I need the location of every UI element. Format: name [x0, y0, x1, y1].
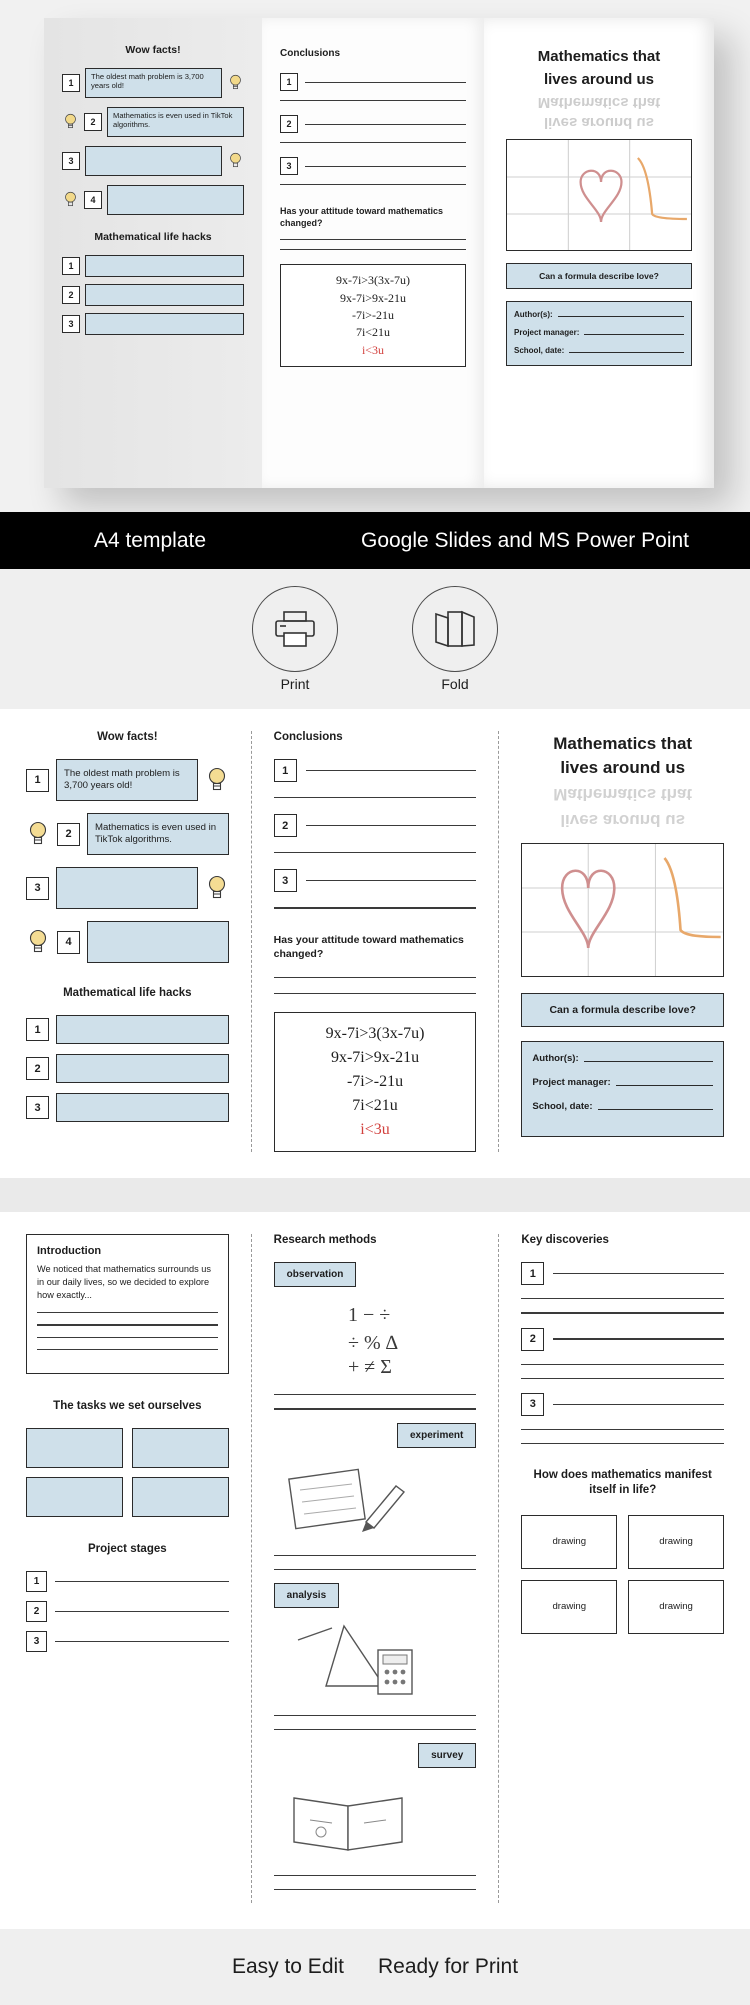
fact-text[interactable]	[87, 921, 229, 963]
cover-title-line-2: lives around us	[560, 758, 686, 778]
hack-row	[26, 1093, 229, 1122]
lightbulb-icon	[227, 150, 244, 172]
write-line[interactable]	[274, 977, 477, 978]
conclusion-number: 2	[280, 115, 298, 133]
cover-title-line-1: Mathematics that	[553, 734, 693, 753]
write-line[interactable]	[274, 993, 477, 994]
spread-panel-key-discoveries	[505, 1234, 740, 1903]
write-line[interactable]	[274, 1875, 477, 1876]
drawing-cell[interactable]: drawing	[521, 1515, 617, 1569]
stage-row	[26, 1631, 229, 1652]
meta-label: Author(s):	[514, 310, 553, 319]
stages-title: Project stages	[88, 1542, 167, 1555]
formula-line: 9x-7i>3(3x-7u)	[335, 273, 411, 288]
fact-text[interactable]: The oldest math problem is 3,700 years old!	[56, 759, 198, 801]
formula-box	[280, 264, 466, 367]
hero-panel-conclusions	[262, 18, 484, 488]
lightbulb-icon	[26, 927, 50, 957]
write-line[interactable]	[37, 1337, 218, 1338]
hack-row	[62, 313, 244, 335]
formula-result: i<3u	[361, 342, 385, 357]
write-line[interactable]	[280, 184, 466, 185]
wow-fact-row	[62, 185, 244, 215]
fact-number: 4	[84, 191, 102, 209]
heart-curve-svg	[522, 844, 723, 976]
write-line[interactable]	[274, 907, 477, 908]
write-line[interactable]	[280, 249, 466, 250]
hero-panel-cover	[484, 18, 714, 488]
format-banner	[0, 512, 750, 569]
wow-fact-row	[62, 68, 244, 98]
spread-panel-cover	[505, 731, 740, 1152]
hack-number: 3	[26, 1096, 49, 1119]
conclusion-row	[274, 814, 477, 837]
formula-line: 9x-7i>9x-21u	[339, 290, 407, 305]
cover-title-line-2: lives around us	[543, 70, 655, 88]
write-line[interactable]	[306, 880, 477, 881]
write-line[interactable]	[521, 1429, 724, 1430]
formula-line: 7i<21u	[355, 325, 391, 340]
footer-print-label: Ready for Print	[378, 1955, 519, 1979]
write-line[interactable]	[274, 852, 477, 853]
banner-format-label: A4 template	[93, 528, 207, 552]
drawings-grid	[521, 1515, 724, 1634]
wow-facts-title: Wow facts!	[125, 44, 181, 56]
wow-facts-title: Wow facts!	[97, 731, 158, 743]
introduction-body[interactable]: We noticed that mathematics surrounds us in our daily lives, so we decided to explore how exactly...	[37, 1264, 211, 1300]
fold-feature	[405, 586, 505, 692]
write-line[interactable]	[521, 1378, 724, 1379]
hack-field[interactable]	[85, 255, 244, 277]
write-line[interactable]	[584, 1061, 713, 1062]
formula-line: 9x-7i>3(3x-7u)	[325, 1025, 425, 1043]
attitude-question: Has your attitude toward mathematics changed?	[273, 933, 464, 961]
write-line[interactable]	[553, 1404, 724, 1405]
meta-school	[514, 346, 684, 355]
fold-line	[498, 1234, 499, 1903]
fact-number: 1	[26, 769, 49, 792]
formula-line: -7i>-21u	[351, 308, 395, 323]
cover-meta-box	[506, 301, 692, 366]
hack-row	[26, 1054, 229, 1083]
manifest-question: How does mathematics manifest itself in life?	[533, 1468, 712, 1497]
write-line[interactable]	[37, 1349, 218, 1350]
lightbulb-icon	[227, 72, 244, 94]
brochure-3d-panels	[44, 18, 714, 488]
hack-row	[62, 284, 244, 306]
cover-title-reflection-1: Mathematics that	[537, 93, 661, 111]
fold-line	[251, 1234, 252, 1903]
drawing-cell[interactable]: drawing	[628, 1515, 724, 1569]
fact-number: 3	[26, 877, 49, 900]
formula-line: 9x-7i>9x-21u	[330, 1049, 420, 1067]
write-line[interactable]	[55, 1611, 229, 1612]
drawing-cell[interactable]: drawing	[628, 1580, 724, 1634]
stage-row	[26, 1571, 229, 1592]
conclusion-number: 1	[274, 759, 297, 782]
fact-text[interactable]: Mathematics is even used in TikTok algorithms.	[87, 813, 229, 855]
meta-manager	[532, 1077, 713, 1088]
write-line[interactable]	[274, 1394, 477, 1395]
fact-number: 2	[57, 823, 80, 846]
fact-number: 1	[62, 74, 80, 92]
stage-number: 1	[26, 1571, 47, 1592]
spread-panel-research-methods	[258, 1234, 493, 1903]
footer-edit-label: Easy to Edit	[231, 1955, 344, 1979]
write-line[interactable]	[37, 1324, 218, 1325]
write-line[interactable]	[521, 1298, 724, 1299]
fact-number: 2	[84, 113, 102, 131]
fold-line	[498, 731, 499, 1152]
key-discoveries-title: Key discoveries	[521, 1234, 609, 1247]
hack-row	[26, 1015, 229, 1044]
fact-number: 3	[62, 152, 80, 170]
fact-text[interactable]: The oldest math problem is 3,700 years old!	[85, 68, 222, 98]
discovery-number: 3	[521, 1393, 544, 1416]
life-hacks-title: Mathematical life hacks	[63, 987, 192, 999]
write-line[interactable]	[521, 1364, 724, 1365]
method-tag-row	[274, 1423, 477, 1448]
love-formula-button[interactable]: Can a formula describe love?	[521, 993, 724, 1027]
hack-field[interactable]	[85, 313, 244, 335]
conclusion-row	[274, 869, 477, 892]
write-line[interactable]	[55, 1581, 229, 1582]
attitude-question: Has your attitude toward mathematics changed?	[280, 206, 444, 229]
love-formula-button[interactable]: Can a formula describe love?	[506, 263, 692, 289]
introduction-heading: Introduction	[37, 1245, 102, 1258]
write-line[interactable]	[280, 142, 466, 143]
method-tag-survey[interactable]: survey	[418, 1743, 476, 1768]
meta-label: Project manager:	[514, 328, 580, 337]
fact-text[interactable]: Mathematics is even used in TikTok algorithms.	[107, 107, 244, 137]
write-line[interactable]	[274, 1729, 477, 1730]
conclusion-number: 3	[280, 157, 298, 175]
meta-label: School, date:	[532, 1101, 593, 1113]
cover-title-reflection-2: lives around us	[543, 114, 655, 131]
wow-fact-row	[62, 146, 244, 176]
method-tag-row	[274, 1583, 477, 1608]
hack-field[interactable]	[85, 284, 244, 306]
discovery-number: 1	[521, 1262, 544, 1285]
conclusion-row	[280, 115, 466, 133]
spread-panel-wow-facts	[10, 731, 245, 1152]
print-label: Print	[280, 676, 310, 692]
write-line[interactable]	[521, 1443, 724, 1444]
wow-fact-row	[26, 867, 229, 909]
write-line[interactable]	[274, 1569, 477, 1570]
meta-author	[532, 1053, 713, 1064]
conclusion-number: 2	[274, 814, 297, 837]
cover-title-reflection-2: lives around us	[560, 811, 686, 831]
banner-apps-label: Google Slides and MS Power Point	[360, 528, 689, 552]
write-line[interactable]	[553, 1338, 724, 1339]
open-book-sketch	[274, 1776, 434, 1862]
write-line[interactable]	[306, 825, 477, 826]
hack-number: 3	[62, 315, 80, 333]
formula-line: -7i>-21u	[346, 1073, 404, 1091]
write-line[interactable]	[37, 1312, 218, 1313]
tasks-title: The tasks we set ourselves	[53, 1399, 202, 1412]
write-line[interactable]	[274, 1889, 477, 1890]
hack-number: 1	[26, 1018, 49, 1041]
hack-number: 2	[26, 1057, 49, 1080]
conclusions-title: Conclusions	[280, 48, 341, 59]
lightbulb-icon	[62, 111, 79, 133]
fact-text[interactable]	[107, 185, 244, 215]
lightbulb-icon	[205, 873, 229, 903]
fact-number: 4	[57, 931, 80, 954]
trifold-icon	[412, 586, 498, 672]
stage-row	[26, 1601, 229, 1622]
write-line[interactable]	[553, 1273, 724, 1274]
write-line[interactable]	[616, 1085, 713, 1086]
heart-graph	[521, 843, 724, 977]
write-line[interactable]	[274, 1408, 477, 1409]
fact-text[interactable]	[56, 867, 198, 909]
lightbulb-icon	[205, 765, 229, 795]
write-line[interactable]	[306, 770, 477, 771]
wow-fact-row	[26, 921, 229, 963]
footer-strip	[0, 1929, 750, 2005]
lightbulb-icon	[62, 189, 79, 211]
stage-number: 3	[26, 1631, 47, 1652]
stage-number: 2	[26, 1601, 47, 1622]
meta-label: Author(s):	[532, 1053, 579, 1065]
conclusion-number: 3	[274, 869, 297, 892]
conclusion-row	[280, 73, 466, 91]
cover-title-reflection-1: Mathematics that	[553, 785, 693, 805]
heart-curve-svg	[507, 140, 691, 250]
write-line[interactable]	[305, 166, 466, 167]
lightbulb-icon	[26, 819, 50, 849]
write-line[interactable]	[280, 239, 466, 240]
hero-mockup	[0, 0, 750, 512]
formula-line: 7i<21u	[352, 1097, 398, 1115]
meta-label: School, date:	[514, 346, 565, 355]
task-cell[interactable]	[26, 1477, 123, 1517]
discovery-row	[521, 1393, 724, 1416]
cover-title-line-1: Mathematics that	[537, 48, 661, 65]
method-tag-experiment[interactable]: experiment	[397, 1423, 476, 1448]
fold-line	[251, 731, 252, 1152]
fact-text[interactable]	[85, 146, 222, 176]
introduction-box	[26, 1234, 229, 1373]
write-line[interactable]	[55, 1641, 229, 1642]
meta-label: Project manager:	[532, 1077, 611, 1089]
method-tag-row	[274, 1262, 477, 1287]
printer-icon	[252, 586, 338, 672]
hack-number: 1	[62, 257, 80, 275]
fold-label: Fold	[441, 676, 469, 692]
math-symbols-sketch	[274, 1295, 434, 1381]
heart-graph	[506, 139, 692, 251]
svg-text:÷ % ∆: ÷ % ∆	[347, 1332, 398, 1355]
wow-fact-row	[26, 759, 229, 801]
discovery-row	[521, 1328, 724, 1351]
hero-panel-wow-facts	[44, 18, 262, 488]
cover-meta-box	[521, 1041, 724, 1137]
hack-number: 2	[62, 286, 80, 304]
outer-spread	[0, 709, 750, 1178]
write-line[interactable]	[569, 352, 684, 353]
tasks-grid	[26, 1428, 229, 1517]
write-line[interactable]	[274, 1555, 477, 1556]
svg-text:+ ≠ Σ: + ≠ Σ	[347, 1356, 392, 1379]
conclusion-number: 1	[280, 73, 298, 91]
meta-manager	[514, 328, 684, 337]
wow-fact-row	[62, 107, 244, 137]
formula-box	[274, 1012, 477, 1152]
inner-spread	[0, 1212, 750, 1929]
method-tag-observation[interactable]: observation	[274, 1262, 357, 1287]
task-cell[interactable]	[132, 1428, 229, 1468]
trifold-glyph	[433, 608, 477, 650]
notebook-pencil-sketch	[274, 1456, 434, 1542]
wow-fact-row	[26, 813, 229, 855]
hack-row	[62, 255, 244, 277]
write-line[interactable]	[598, 1109, 713, 1110]
conclusion-row	[274, 759, 477, 782]
formula-result: i<3u	[360, 1121, 390, 1139]
task-cell[interactable]	[132, 1477, 229, 1517]
write-line[interactable]	[274, 797, 477, 798]
conclusion-row	[280, 157, 466, 175]
meta-school	[532, 1101, 713, 1112]
feature-icons-strip	[0, 569, 750, 709]
write-line[interactable]	[305, 124, 466, 125]
hack-field[interactable]	[56, 1054, 229, 1083]
discovery-row	[521, 1262, 724, 1285]
spread-panel-conclusions	[258, 731, 493, 1152]
discovery-number: 2	[521, 1328, 544, 1351]
write-line[interactable]	[521, 1312, 724, 1313]
write-line[interactable]	[305, 82, 466, 83]
spread-panel-introduction	[10, 1234, 245, 1903]
conclusions-title: Conclusions	[273, 731, 343, 743]
spread-divider-band	[0, 1178, 750, 1212]
method-tag-row	[274, 1743, 477, 1768]
meta-author	[514, 310, 684, 319]
printer-glyph	[272, 609, 318, 649]
write-line[interactable]	[274, 1715, 477, 1716]
svg-text:1 − ÷: 1 − ÷	[347, 1304, 390, 1327]
write-line[interactable]	[280, 100, 466, 101]
drawing-cell[interactable]: drawing	[521, 1580, 617, 1634]
rulers-calculator-sketch	[274, 1616, 434, 1702]
print-feature	[245, 586, 345, 692]
write-line[interactable]	[584, 334, 684, 335]
research-methods-title: Research methods	[273, 1234, 377, 1247]
hack-field[interactable]	[56, 1093, 229, 1122]
task-cell[interactable]	[26, 1428, 123, 1468]
method-tag-analysis[interactable]: analysis	[274, 1583, 339, 1608]
hack-field[interactable]	[56, 1015, 229, 1044]
life-hacks-title: Mathematical life hacks	[94, 231, 212, 243]
write-line[interactable]	[558, 316, 684, 317]
